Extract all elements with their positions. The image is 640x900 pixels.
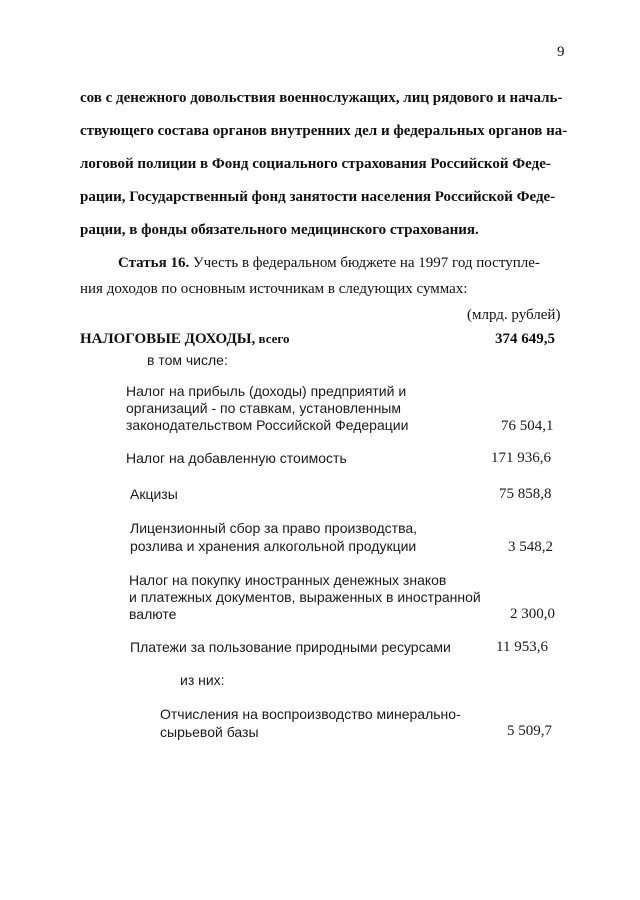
including-label: в том числе: — [147, 352, 228, 368]
page-number: 9 — [557, 44, 565, 60]
article-text-continued: ния доходов по основным источникам в следующих суммах: — [80, 281, 468, 297]
article-heading-line — [118, 253, 540, 273]
paragraph-line: логовой полиции в Фонд социального страхования Российской Феде- — [80, 156, 551, 172]
article-text: Учесть в федеральном бюджете на 1997 год поступле- — [189, 255, 540, 271]
paragraph-line: рации, Государственный фонд занятости населения Российской Феде- — [80, 189, 556, 205]
item-label-line: Платежи за пользование природными ресурсами — [130, 639, 451, 655]
item-value: 2 300,0 — [510, 606, 555, 622]
item-label-line: валюте — [129, 606, 177, 622]
item-label-line: Лицензионный сбор за право производства, — [130, 520, 418, 536]
paragraph-line: рации, в фонды обязательного медицинского страхования. — [80, 222, 479, 238]
subitem-label-line: сырьевой базы — [160, 724, 259, 740]
total-label-suffix: всего — [255, 331, 290, 346]
subitem-label-line: Отчисления на воспроизводство минерально- — [160, 706, 461, 722]
total-label-main: НАЛОГОВЫЕ ДОХОДЫ, — [80, 331, 256, 347]
paragraph-line: ствующего состава органов внутренних дел и федеральных органов на- — [80, 123, 568, 139]
item-label-line: организаций - по ставкам, установленным — [126, 400, 401, 416]
item-label-line: Акцизы — [130, 486, 178, 502]
item-label-line: Налог на добавленную стоимость — [126, 450, 347, 466]
item-label-line: и платежных документов, выраженных в иностранной — [129, 589, 481, 605]
total-label — [80, 331, 290, 348]
item-label-line: розлива и хранения алкогольной продукции — [130, 538, 417, 554]
total-value: 374 649,5 — [495, 331, 555, 347]
item-value: 171 936,6 — [491, 450, 551, 466]
item-label-line: законодательством Российской Федерации — [126, 417, 409, 433]
item-value: 75 858,8 — [499, 486, 552, 502]
item-value: 76 504,1 — [501, 418, 554, 434]
units-label: (млрд. рублей) — [467, 307, 561, 323]
item-label-line: Налог на покупку иностранных денежных знаков — [129, 572, 447, 588]
article-label: Статья 16. — [118, 255, 190, 271]
item-value: 11 953,6 — [496, 639, 548, 655]
of-which-label: из них: — [180, 672, 225, 688]
item-label-line: Налог на прибыль (доходы) предприятий и — [126, 383, 407, 399]
item-value: 3 548,2 — [508, 539, 553, 555]
paragraph-line: сов с денежного довольствия военнослужащих, лиц рядового и началь- — [80, 90, 563, 106]
subitem-value: 5 509,7 — [507, 723, 552, 739]
